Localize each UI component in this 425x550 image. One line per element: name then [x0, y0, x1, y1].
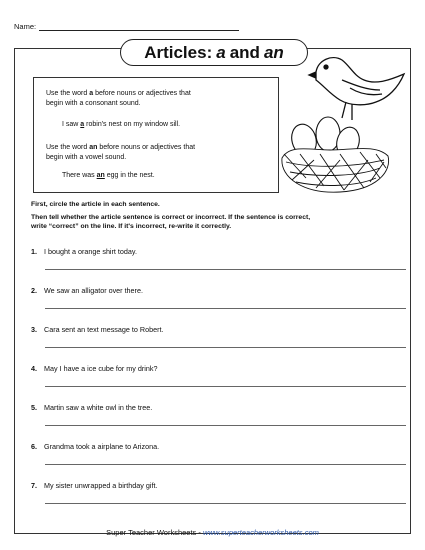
question-number: 2. [31, 286, 37, 295]
robin-icon [309, 58, 404, 120]
question-2 [31, 286, 143, 295]
question-7 [31, 481, 157, 490]
question-text: May I have a ice cube for my drink? [44, 364, 158, 373]
instructions-line-2: Then tell whether the article sentence is correct or incorrect. If the sentence is correct, [31, 214, 311, 221]
question-text: Cara sent an text message to Robert. [44, 325, 164, 334]
question-text: We saw an alligator over there. [44, 286, 143, 295]
footer-brand: Super Teacher Worksheets [106, 528, 197, 537]
question-number: 5. [31, 403, 37, 412]
example-a [62, 121, 180, 128]
rule-a-text-2: before nouns or adjectives that [95, 90, 191, 97]
question-text: Grandma took a airplane to Arizona. [44, 442, 160, 451]
question-number: 4. [31, 364, 37, 373]
answer-line-2[interactable] [45, 308, 406, 309]
question-number: 7. [31, 481, 37, 490]
question-3 [31, 325, 163, 334]
rule-a-text-1: Use the word [46, 90, 88, 97]
footer [0, 528, 425, 537]
rule-a [46, 89, 191, 109]
name-field-row [14, 22, 239, 31]
example-an-word: an [96, 172, 105, 179]
footer-separator: - [196, 528, 203, 537]
rule-an-text-3: begin with a vowel sound. [46, 154, 127, 161]
question-number: 1. [31, 247, 37, 256]
name-line[interactable] [39, 23, 239, 31]
answer-line-1[interactable] [45, 269, 406, 270]
rule-an-word: an [89, 144, 98, 151]
rule-a-text-3: begin with a consonant sound. [46, 100, 141, 107]
footer-url[interactable]: www.superteacherworksheets.com [202, 528, 319, 537]
question-text: I bought a orange shirt today. [44, 247, 137, 256]
question-number: 6. [31, 442, 37, 451]
title-an: an [263, 42, 284, 62]
name-label: Name: [14, 22, 37, 31]
rule-an-text-2: before nouns or adjectives that [99, 144, 196, 151]
question-1 [31, 247, 137, 256]
bird-nest-illustration [280, 50, 408, 200]
question-5 [31, 403, 152, 412]
example-a-text-2: robin's nest on my window sill. [86, 121, 181, 128]
answer-line-4[interactable] [45, 386, 406, 387]
instructions-line-3: write “correct” on the line. If it's incorrect, re-write it correctly. [31, 223, 232, 230]
question-4 [31, 364, 157, 373]
rule-an-text-1: Use the word [46, 144, 88, 151]
nest-icon [282, 149, 389, 193]
question-text: My sister unwrapped a birthday gift. [44, 481, 158, 490]
answer-line-7[interactable] [45, 503, 406, 504]
answer-line-5[interactable] [45, 425, 406, 426]
example-an [62, 172, 155, 179]
rule-a-word: a [89, 90, 94, 97]
example-an-text-2: egg in the nest. [106, 172, 155, 179]
question-number: 3. [31, 325, 37, 334]
title-main: Articles: [144, 42, 213, 62]
answer-line-6[interactable] [45, 464, 406, 465]
example-a-word: a [80, 121, 85, 128]
instructions-line-1: First, circle the article in each sentence. [31, 201, 160, 208]
question-text: Martin saw a white owl in the tree. [44, 403, 153, 412]
example-a-text-1: I saw [62, 121, 79, 128]
title-and: and [229, 42, 260, 62]
rule-an [46, 143, 195, 163]
example-an-text-1: There was [62, 172, 95, 179]
question-6 [31, 442, 159, 451]
title-a: a [216, 42, 226, 62]
worksheet-title [120, 39, 308, 66]
answer-line-3[interactable] [45, 347, 406, 348]
